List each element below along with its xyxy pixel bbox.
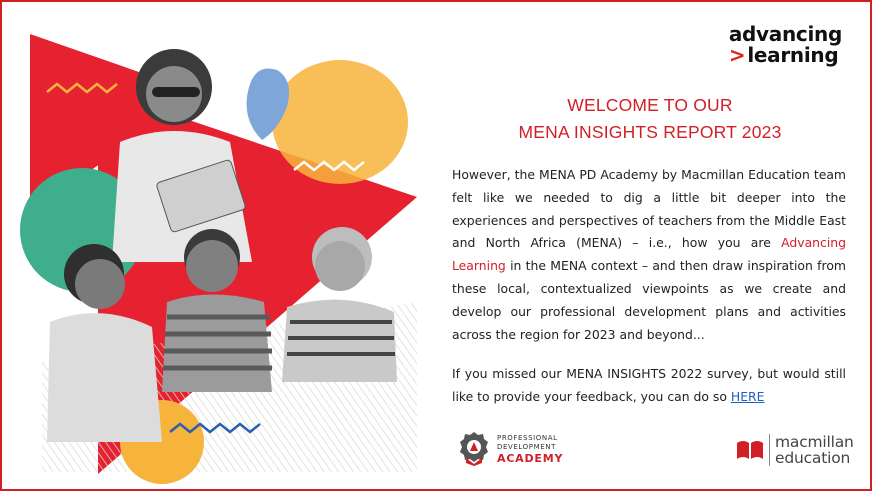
logo-line-2 <box>729 45 842 66</box>
pd-line-1: PROFESSIONAL <box>497 433 558 442</box>
intro-text-2: in the MENA context – and then draw inspiration from these local, contextualized viewpoints as we create and develop our professional development plans and activities across the region for 2023 and beyond... <box>452 258 846 342</box>
logo-line-1: advancing <box>728 22 842 46</box>
title-line-1: WELCOME TO OUR <box>567 95 733 115</box>
intro-text-1: However, the MENA PD Academy by Macmillan Education team felt like we needed to dig a little bit deeper into the experiences and perspectives of teachers from the Middle East and North Africa (MENA) – i.e., how you are <box>452 167 846 251</box>
gear-icon <box>458 430 490 466</box>
intro-paragraph <box>452 164 846 346</box>
macmillan-text <box>775 434 854 466</box>
pd-line-2: DEVELOPMENT <box>497 442 556 451</box>
hero-illustration <box>2 2 432 491</box>
logo-arrow: > <box>728 43 746 67</box>
pd-academy-logo <box>458 430 563 466</box>
pd-line-3: ACADEMY <box>497 451 564 465</box>
logo-line-2-text: learning <box>747 43 839 67</box>
macmillan-line-2: education <box>775 449 851 467</box>
macmillan-line-1: macmillan <box>775 433 854 451</box>
survey-paragraph <box>452 363 846 409</box>
advancing-learning-logo <box>729 24 842 66</box>
pd-academy-text <box>497 434 563 463</box>
book-icon <box>736 439 764 461</box>
intro-highlight: Advancing Learning <box>452 235 846 274</box>
page-title <box>452 92 848 146</box>
logo-divider <box>769 434 770 466</box>
survey-text: If you missed our MENA INSIGHTS 2022 survey, but would still like to provide your feedback, you can do so <box>452 366 846 404</box>
title-line-2: MENA INSIGHTS REPORT 2023 <box>518 122 782 142</box>
survey-here-link[interactable]: HERE <box>730 388 765 404</box>
macmillan-education-logo <box>736 434 854 466</box>
